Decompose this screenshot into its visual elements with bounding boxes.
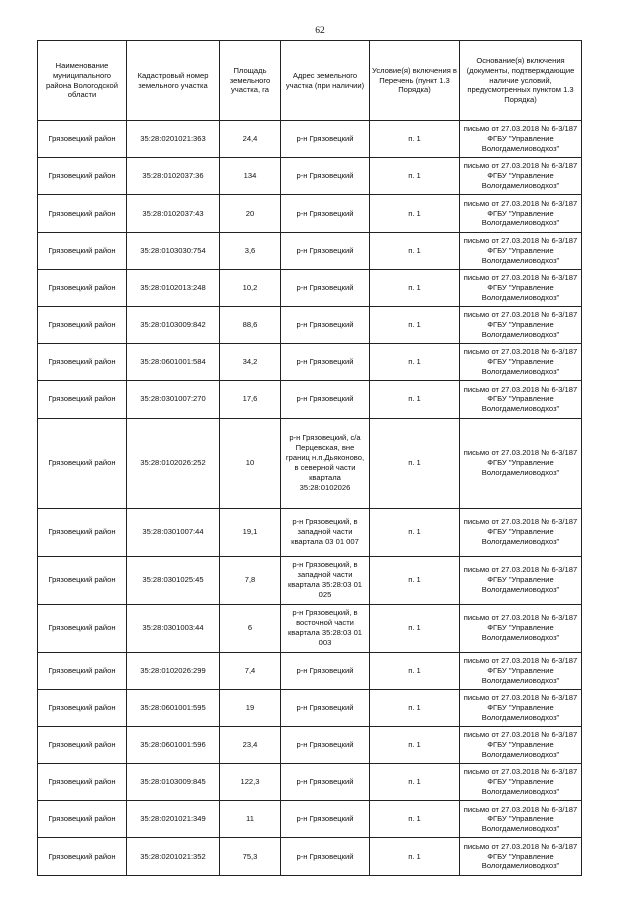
header-cadastral-number: Кадастровый номер земельного участка xyxy=(127,41,220,121)
cell-cadastral-number: 35:28:0103009:842 xyxy=(127,306,220,343)
cell-address: р-н Грязовецкий, в западной части квартала 03 01 007 xyxy=(281,508,370,556)
cell-address: р-н Грязовецкий xyxy=(281,689,370,726)
cell-address: р-н Грязовецкий xyxy=(281,158,370,195)
cell-cadastral-number: 35:28:0301003:44 xyxy=(127,604,220,652)
page-number: 62 xyxy=(315,26,325,36)
cell-area: 19,1 xyxy=(220,508,281,556)
cell-condition: п. 1 xyxy=(370,232,460,269)
cell-basis: письмо от 27.03.2018 № 6-3/187 ФГБУ "Управление Вологдамелиоводхоз" xyxy=(460,344,582,381)
cell-district: Грязовецкий район xyxy=(38,195,127,232)
cell-cadastral-number: 35:28:0103030:754 xyxy=(127,232,220,269)
cell-cadastral-number: 35:28:0102037:36 xyxy=(127,158,220,195)
cell-condition: п. 1 xyxy=(370,344,460,381)
table-row xyxy=(38,121,582,158)
cell-cadastral-number: 35:28:0201021:349 xyxy=(127,801,220,838)
table-row xyxy=(38,838,582,875)
cell-district: Грязовецкий район xyxy=(38,508,127,556)
cell-area: 75,3 xyxy=(220,838,281,875)
table-row xyxy=(38,556,582,604)
cell-condition: п. 1 xyxy=(370,689,460,726)
cell-cadastral-number: 35:28:0102037:43 xyxy=(127,195,220,232)
cell-cadastral-number: 35:28:0102013:248 xyxy=(127,269,220,306)
cell-district: Грязовецкий район xyxy=(38,158,127,195)
cell-district: Грязовецкий район xyxy=(38,344,127,381)
cell-area: 34,2 xyxy=(220,344,281,381)
cell-condition: п. 1 xyxy=(370,306,460,343)
cell-district: Грязовецкий район xyxy=(38,838,127,875)
cell-address: р-н Грязовецкий xyxy=(281,381,370,418)
table-row xyxy=(38,689,582,726)
cell-district: Грязовецкий район xyxy=(38,269,127,306)
cell-basis: письмо от 27.03.2018 № 6-3/187 ФГБУ "Управление Вологдамелиоводхоз" xyxy=(460,381,582,418)
cell-basis: письмо от 27.03.2018 № 6-3/187 ФГБУ "Управление Вологдамелиоводхоз" xyxy=(460,158,582,195)
cell-cadastral-number: 35:28:0201021:352 xyxy=(127,838,220,875)
cell-area: 24,4 xyxy=(220,121,281,158)
cell-cadastral-number: 35:28:0301025:45 xyxy=(127,556,220,604)
table-row xyxy=(38,195,582,232)
table-row xyxy=(38,652,582,689)
cell-district: Грязовецкий район xyxy=(38,381,127,418)
header-area: Площадь земельного участка, га xyxy=(220,41,281,121)
cell-cadastral-number: 35:28:0601001:584 xyxy=(127,344,220,381)
cell-area: 6 xyxy=(220,604,281,652)
cell-basis: письмо от 27.03.2018 № 6-3/187 ФГБУ "Управление Вологдамелиоводхоз" xyxy=(460,269,582,306)
cell-basis: письмо от 27.03.2018 № 6-3/187 ФГБУ "Управление Вологдамелиоводхоз" xyxy=(460,508,582,556)
cell-cadastral-number: 35:28:0601001:596 xyxy=(127,726,220,763)
cell-basis: письмо от 27.03.2018 № 6-3/187 ФГБУ "Управление Вологдамелиоводхоз" xyxy=(460,838,582,875)
cell-condition: п. 1 xyxy=(370,195,460,232)
cell-district: Грязовецкий район xyxy=(38,121,127,158)
cell-condition: п. 1 xyxy=(370,764,460,801)
cell-address: р-н Грязовецкий, в восточной части квартала 35:28:03 01 003 xyxy=(281,604,370,652)
table-row xyxy=(38,158,582,195)
cell-district: Грязовецкий район xyxy=(38,689,127,726)
cell-basis: письмо от 27.03.2018 № 6-3/187 ФГБУ "Управление Вологдамелиоводхоз" xyxy=(460,726,582,763)
cell-condition: п. 1 xyxy=(370,838,460,875)
cell-condition: п. 1 xyxy=(370,801,460,838)
cell-district: Грязовецкий район xyxy=(38,418,127,508)
table-row xyxy=(38,381,582,418)
header-basis: Основание(я) включения (документы, подтверждающие наличие условий, предусмотренных пунктом 1.3 Порядка) xyxy=(460,41,582,121)
cell-address: р-н Грязовецкий xyxy=(281,838,370,875)
cell-condition: п. 1 xyxy=(370,158,460,195)
cell-district: Грязовецкий район xyxy=(38,604,127,652)
cell-basis: письмо от 27.03.2018 № 6-3/187 ФГБУ "Управление Вологдамелиоводхоз" xyxy=(460,801,582,838)
table-row xyxy=(38,801,582,838)
table-row xyxy=(38,508,582,556)
cell-basis: письмо от 27.03.2018 № 6-3/187 ФГБУ "Управление Вологдамелиоводхоз" xyxy=(460,418,582,508)
table-row xyxy=(38,269,582,306)
table-row xyxy=(38,764,582,801)
cell-district: Грязовецкий район xyxy=(38,556,127,604)
header-condition: Условие(я) включения в Перечень (пункт 1.3 Порядка) xyxy=(370,41,460,121)
cell-cadastral-number: 35:28:0103009:845 xyxy=(127,764,220,801)
cell-address: р-н Грязовецкий, с/а Перцевская, вне границ н.п.Дьяконово, в северной части квартала 35:28:0102026 xyxy=(281,418,370,508)
cell-cadastral-number: 35:28:0301007:44 xyxy=(127,508,220,556)
cell-basis: письмо от 27.03.2018 № 6-3/187 ФГБУ "Управление Вологдамелиоводхоз" xyxy=(460,689,582,726)
table-body xyxy=(38,121,582,876)
cell-area: 7,8 xyxy=(220,556,281,604)
cell-area: 3,6 xyxy=(220,232,281,269)
cell-district: Грязовецкий район xyxy=(38,652,127,689)
cell-basis: письмо от 27.03.2018 № 6-3/187 ФГБУ "Управление Вологдамелиоводхоз" xyxy=(460,121,582,158)
cell-condition: п. 1 xyxy=(370,418,460,508)
cell-address: р-н Грязовецкий xyxy=(281,652,370,689)
cell-address: р-н Грязовецкий xyxy=(281,306,370,343)
cell-address: р-н Грязовецкий xyxy=(281,764,370,801)
cell-address: р-н Грязовецкий xyxy=(281,232,370,269)
header-district: Наименование муниципального района Вологодской области xyxy=(38,41,127,121)
cell-area: 19 xyxy=(220,689,281,726)
cell-condition: п. 1 xyxy=(370,121,460,158)
table-row xyxy=(38,344,582,381)
cell-basis: письмо от 27.03.2018 № 6-3/187 ФГБУ "Управление Вологдамелиоводхоз" xyxy=(460,306,582,343)
cell-condition: п. 1 xyxy=(370,556,460,604)
cell-address: р-н Грязовецкий xyxy=(281,195,370,232)
cell-area: 122,3 xyxy=(220,764,281,801)
cell-area: 17,6 xyxy=(220,381,281,418)
cell-cadastral-number: 35:28:0102026:299 xyxy=(127,652,220,689)
cell-area: 11 xyxy=(220,801,281,838)
cell-area: 20 xyxy=(220,195,281,232)
cell-address: р-н Грязовецкий xyxy=(281,801,370,838)
cell-address: р-н Грязовецкий xyxy=(281,269,370,306)
cell-basis: письмо от 27.03.2018 № 6-3/187 ФГБУ "Управление Вологдамелиоводхоз" xyxy=(460,232,582,269)
cell-area: 23,4 xyxy=(220,726,281,763)
cell-area: 7,4 xyxy=(220,652,281,689)
cell-condition: п. 1 xyxy=(370,508,460,556)
cell-basis: письмо от 27.03.2018 № 6-3/187 ФГБУ "Управление Вологдамелиоводхоз" xyxy=(460,652,582,689)
cell-district: Грязовецкий район xyxy=(38,232,127,269)
table-row xyxy=(38,306,582,343)
cell-area: 134 xyxy=(220,158,281,195)
cell-condition: п. 1 xyxy=(370,269,460,306)
cell-basis: письмо от 27.03.2018 № 6-3/187 ФГБУ "Управление Вологдамелиоводхоз" xyxy=(460,764,582,801)
cell-area: 88,6 xyxy=(220,306,281,343)
table-header-row xyxy=(38,41,582,121)
cell-condition: п. 1 xyxy=(370,604,460,652)
cell-district: Грязовецкий район xyxy=(38,306,127,343)
table-row xyxy=(38,726,582,763)
cell-basis: письмо от 27.03.2018 № 6-3/187 ФГБУ "Управление Вологдамелиоводхоз" xyxy=(460,195,582,232)
cell-address: р-н Грязовецкий, в западной части квартала 35:28:03 01 025 xyxy=(281,556,370,604)
table-row xyxy=(38,604,582,652)
cell-basis: письмо от 27.03.2018 № 6-3/187 ФГБУ "Управление Вологдамелиоводхоз" xyxy=(460,556,582,604)
cell-address: р-н Грязовецкий xyxy=(281,726,370,763)
cell-condition: п. 1 xyxy=(370,381,460,418)
header-address: Адрес земельного участка (при наличии) xyxy=(281,41,370,121)
cell-cadastral-number: 35:28:0601001:595 xyxy=(127,689,220,726)
cell-area: 10,2 xyxy=(220,269,281,306)
land-plot-register-table xyxy=(37,40,582,876)
cell-cadastral-number: 35:28:0301007:270 xyxy=(127,381,220,418)
table-row xyxy=(38,232,582,269)
cell-basis: письмо от 27.03.2018 № 6-3/187 ФГБУ "Управление Вологдамелиоводхоз" xyxy=(460,604,582,652)
cell-address: р-н Грязовецкий xyxy=(281,121,370,158)
cell-district: Грязовецкий район xyxy=(38,801,127,838)
cell-cadastral-number: 35:28:0102026:252 xyxy=(127,418,220,508)
cell-condition: п. 1 xyxy=(370,652,460,689)
cell-cadastral-number: 35:28:0201021:363 xyxy=(127,121,220,158)
cell-district: Грязовецкий район xyxy=(38,726,127,763)
cell-district: Грязовецкий район xyxy=(38,764,127,801)
table-row xyxy=(38,418,582,508)
cell-area: 10 xyxy=(220,418,281,508)
cell-condition: п. 1 xyxy=(370,726,460,763)
cell-address: р-н Грязовецкий xyxy=(281,344,370,381)
